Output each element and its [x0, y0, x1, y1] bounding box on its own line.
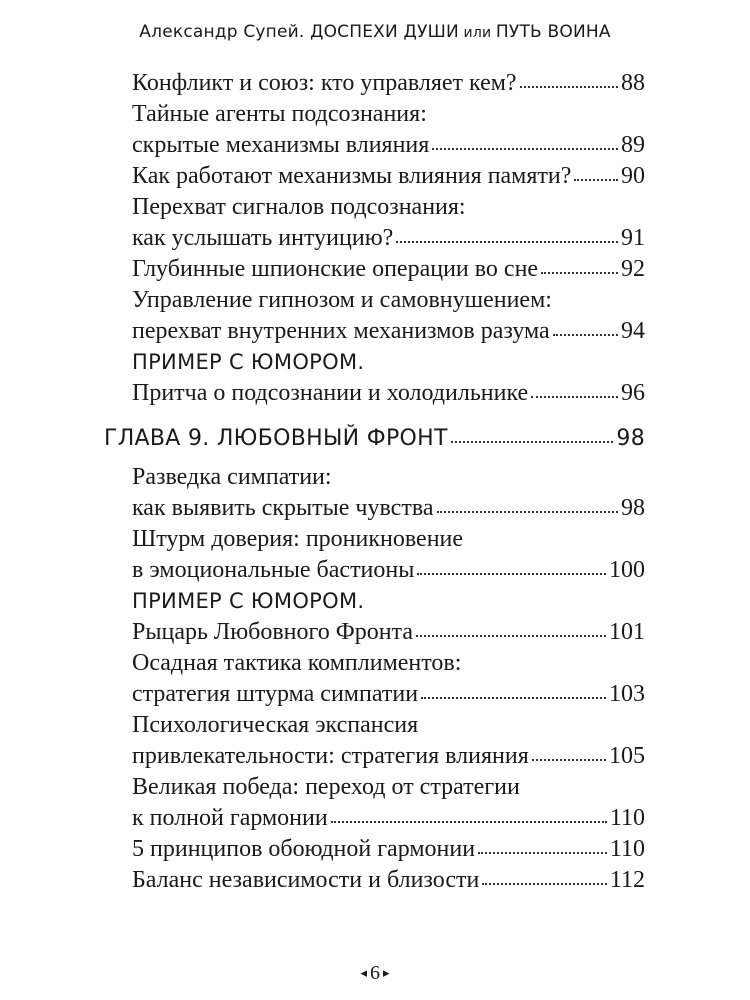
toc-entry[interactable]	[132, 834, 645, 865]
dot-leader	[417, 573, 606, 575]
toc-entry[interactable]	[132, 68, 645, 99]
toc-entry-title: Рыцарь Любовного Фронта	[132, 619, 413, 645]
page-number: 6	[370, 962, 380, 984]
toc-entry[interactable]	[132, 865, 645, 896]
dot-leader	[531, 396, 618, 398]
dot-leader	[541, 272, 618, 274]
toc-page-number: 96	[621, 380, 645, 406]
toc-page-number: 98	[621, 495, 645, 521]
dot-leader	[520, 86, 618, 88]
chapter-title: ГЛАВА 9. ЛЮБОВНЫЙ ФРОНТ	[104, 426, 448, 451]
toc-chapter-entry[interactable]	[104, 423, 645, 454]
page-footer	[0, 962, 750, 985]
dot-leader	[331, 821, 607, 823]
toc-entry-title: Управление гипнозом и самовнушением:	[132, 287, 552, 313]
header-title-part1: ДОСПЕХИ ДУШИ	[310, 22, 459, 42]
toc-page-number: 90	[621, 163, 645, 189]
dot-leader	[532, 759, 606, 761]
header-title-part2: ПУТЬ ВОИНА	[495, 22, 611, 42]
toc-entry-title: Баланс независимости и близости	[132, 867, 480, 893]
toc-page-number: 110	[609, 836, 645, 862]
header-conjunction: или	[458, 25, 496, 41]
toc-entry-title-line	[132, 462, 645, 493]
toc-entry[interactable]	[132, 555, 645, 586]
toc-entry[interactable]	[132, 741, 645, 772]
toc-entry-title-line	[132, 99, 645, 130]
table-of-contents	[0, 68, 750, 896]
toc-page-number: 88	[621, 70, 645, 96]
dot-leader	[482, 883, 607, 885]
dot-leader	[396, 241, 618, 243]
toc-entry[interactable]	[132, 378, 645, 409]
toc-entry-title-line	[132, 192, 645, 223]
toc-entry-title: скрытые механизмы влияния	[132, 132, 430, 158]
dot-leader	[451, 441, 614, 443]
toc-entry-title: перехват внутренних механизмов разума	[132, 318, 550, 344]
toc-entry-title-line	[132, 772, 645, 803]
toc-entry-title-line	[132, 710, 645, 741]
toc-entry-title: Глубинные шпионские операции во сне	[132, 256, 539, 282]
toc-entry[interactable]	[132, 161, 645, 192]
toc-entry-title: Осадная тактика комплиментов:	[132, 650, 462, 676]
toc-entry-title: Притча о подсознании и холодильнике	[132, 380, 529, 406]
toc-entry-title-line	[132, 524, 645, 555]
toc-example-heading	[132, 347, 645, 378]
toc-entry-title: к полной гармонии	[132, 805, 328, 831]
toc-entry[interactable]	[132, 493, 645, 524]
dot-leader	[478, 852, 607, 854]
chapter-spacer	[0, 454, 750, 462]
toc-entry-title: Конфликт и союз: кто управляет кем?	[132, 70, 517, 96]
toc-page-number: 112	[609, 867, 645, 893]
ornament-right-icon: ▸	[383, 965, 390, 980]
toc-page-number: 92	[621, 256, 645, 282]
toc-page-number: 103	[609, 681, 645, 707]
toc-page-number: 105	[609, 743, 645, 769]
toc-entry-title: Тайные агенты подсознания:	[132, 101, 427, 127]
header-author: Александр Супей.	[139, 22, 311, 42]
dot-leader	[421, 697, 606, 699]
toc-entry-title: Великая победа: переход от стратегии	[132, 774, 520, 800]
toc-entry-title: Разведка симпатии:	[132, 464, 332, 490]
dot-leader	[437, 511, 619, 513]
dot-leader	[574, 179, 618, 181]
toc-entry[interactable]	[132, 617, 645, 648]
toc-page-number: 94	[621, 318, 645, 344]
toc-entry-title: Как работают механизмы влияния памяти?	[132, 163, 572, 189]
toc-entry[interactable]	[132, 254, 645, 285]
toc-entry-title: в эмоциональные бастионы	[132, 557, 415, 583]
toc-entry-title: 5 принципов обоюдной гармонии	[132, 836, 476, 862]
toc-entry-title: Штурм доверия: проникновение	[132, 526, 464, 552]
toc-entry[interactable]	[132, 130, 645, 161]
dot-leader	[416, 635, 606, 637]
dot-leader	[432, 148, 618, 150]
chapter-spacer	[0, 409, 750, 423]
toc-entry-title: как выявить скрытые чувства	[132, 495, 434, 521]
toc-page-number: 110	[609, 805, 645, 831]
toc-entry[interactable]	[132, 803, 645, 834]
toc-entry[interactable]	[132, 679, 645, 710]
toc-page-number: 100	[609, 557, 645, 583]
toc-entry-title-line	[132, 285, 645, 316]
toc-page-number: 101	[609, 619, 645, 645]
toc-entry-title: привлекательности: стратегия влияния	[132, 743, 529, 769]
toc-entry-title: Психологическая экспансия	[132, 712, 419, 738]
toc-page-number: 89	[621, 132, 645, 158]
toc-entry[interactable]	[132, 223, 645, 254]
toc-example-heading	[132, 586, 645, 617]
toc-page-number: 91	[621, 225, 645, 251]
toc-example-label: ПРИМЕР С ЮМОРОМ.	[132, 350, 365, 374]
toc-entry-title: Перехват сигналов подсознания:	[132, 194, 466, 220]
toc-entry[interactable]	[132, 316, 645, 347]
toc-example-label: ПРИМЕР С ЮМОРОМ.	[132, 589, 365, 613]
toc-entry-title-line	[132, 648, 645, 679]
toc-page-number: 98	[616, 426, 645, 451]
toc-entry-title: стратегия штурма симпатии	[132, 681, 419, 707]
dot-leader	[553, 334, 618, 336]
ornament-left-icon: ◂	[360, 965, 367, 980]
running-header	[0, 22, 750, 42]
toc-entry-title: как услышать интуицию?	[132, 225, 394, 251]
